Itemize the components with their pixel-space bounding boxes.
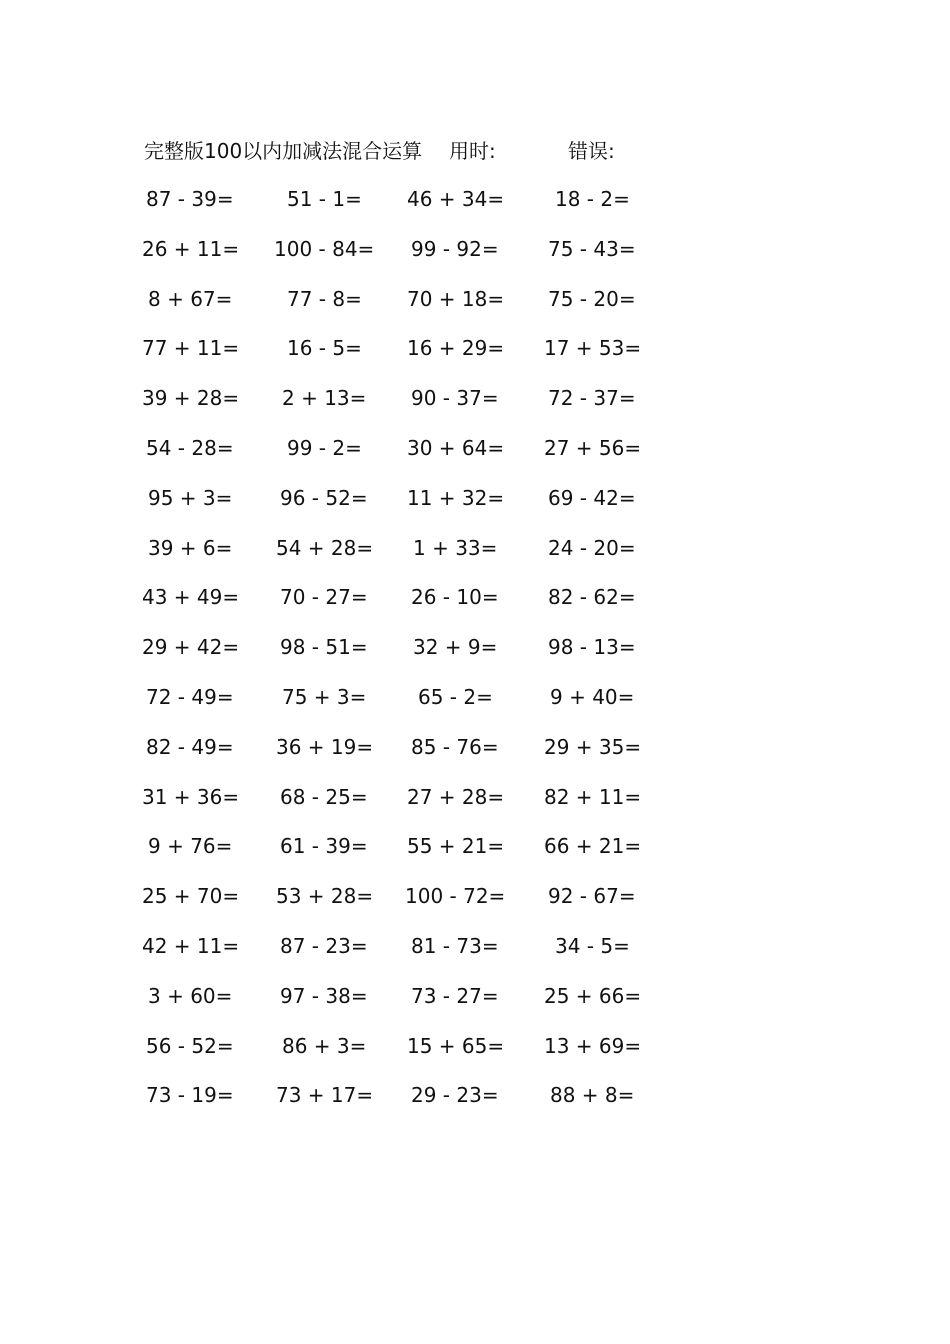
math-problem: 27 + 28= — [407, 784, 505, 809]
math-problem: 31 + 36= — [142, 784, 240, 809]
math-problem: 55 + 21= — [407, 834, 505, 859]
worksheet-title: 完整版100以内加减法混合运算 — [144, 139, 423, 163]
math-problem: 92 - 67= — [548, 884, 636, 909]
math-problem: 18 - 2= — [555, 187, 630, 211]
worksheet-header — [0, 136, 950, 166]
math-problem: 70 - 27= — [280, 585, 368, 610]
math-problem: 77 + 11= — [142, 336, 240, 361]
math-problem: 97 - 38= — [280, 983, 368, 1008]
problem-row — [0, 831, 950, 881]
math-problem: 66 + 21= — [544, 834, 642, 859]
problem-row — [0, 333, 950, 383]
math-problem: 99 - 2= — [287, 435, 362, 460]
problem-row — [0, 682, 950, 732]
math-problem: 72 - 49= — [146, 684, 234, 709]
math-problem: 77 - 8= — [287, 286, 362, 311]
math-problem: 61 - 39= — [280, 834, 368, 859]
math-problem: 82 - 49= — [146, 734, 234, 759]
problem-row — [0, 383, 950, 433]
math-problem: 30 + 64= — [407, 435, 505, 460]
math-problem: 100 - 84= — [274, 236, 375, 261]
problem-row — [0, 582, 950, 632]
problem-row — [0, 533, 950, 583]
time-used-label: 用时: — [449, 139, 496, 163]
math-problem: 54 + 28= — [276, 535, 374, 560]
math-problem: 81 - 73= — [411, 933, 499, 958]
math-problem: 8 + 67= — [148, 286, 233, 311]
math-problem: 54 - 28= — [146, 435, 234, 460]
problem-grid — [0, 184, 950, 1130]
math-problem: 9 + 40= — [550, 684, 635, 709]
math-problem: 43 + 49= — [142, 585, 240, 610]
math-problem: 1 + 33= — [413, 535, 498, 560]
math-problem: 96 - 52= — [280, 485, 368, 510]
problem-row — [0, 234, 950, 284]
problem-row — [0, 881, 950, 931]
math-problem: 42 + 11= — [142, 933, 240, 958]
math-problem: 32 + 9= — [413, 635, 498, 660]
math-problem: 73 - 19= — [146, 1083, 234, 1108]
math-problem: 16 + 29= — [407, 336, 505, 361]
math-problem: 39 + 28= — [142, 386, 240, 411]
math-problem: 26 - 10= — [411, 585, 499, 610]
math-problem: 26 + 11= — [142, 236, 240, 261]
math-problem: 16 - 5= — [287, 336, 362, 361]
problem-row — [0, 732, 950, 782]
problem-row — [0, 483, 950, 533]
problem-row — [0, 1031, 950, 1081]
math-problem: 2 + 13= — [282, 386, 367, 411]
math-problem: 17 + 53= — [544, 336, 642, 361]
math-problem: 56 - 52= — [146, 1033, 234, 1058]
math-problem: 99 - 92= — [411, 236, 499, 261]
math-problem: 24 - 20= — [548, 535, 636, 560]
problem-row — [0, 931, 950, 981]
math-problem: 82 + 11= — [544, 784, 642, 809]
problem-row — [0, 632, 950, 682]
math-problem: 11 + 32= — [407, 485, 505, 510]
math-problem: 100 - 72= — [405, 884, 506, 909]
math-problem: 13 + 69= — [544, 1033, 642, 1058]
math-problem: 53 + 28= — [276, 884, 374, 909]
math-problem: 88 + 8= — [550, 1083, 635, 1108]
math-problem: 25 + 70= — [142, 884, 240, 909]
math-problem: 75 - 43= — [548, 236, 636, 261]
math-problem: 27 + 56= — [544, 435, 642, 460]
math-problem: 70 + 18= — [407, 286, 505, 311]
math-problem: 90 - 37= — [411, 386, 499, 411]
problem-row — [0, 782, 950, 832]
math-problem: 29 + 35= — [544, 734, 642, 759]
math-problem: 25 + 66= — [544, 983, 642, 1008]
math-problem: 87 - 23= — [280, 933, 368, 958]
math-problem: 82 - 62= — [548, 585, 636, 610]
problem-row — [0, 1080, 950, 1130]
math-problem: 95 + 3= — [148, 485, 233, 510]
math-problem: 39 + 6= — [148, 535, 233, 560]
math-problem: 36 + 19= — [276, 734, 374, 759]
math-problem: 98 - 51= — [280, 635, 368, 660]
math-problem: 72 - 37= — [548, 386, 636, 411]
problem-row — [0, 433, 950, 483]
math-problem: 68 - 25= — [280, 784, 368, 809]
math-problem: 3 + 60= — [148, 983, 233, 1008]
math-problem: 73 - 27= — [411, 983, 499, 1008]
math-problem: 34 - 5= — [555, 933, 630, 958]
math-problem: 69 - 42= — [548, 485, 636, 510]
math-problem: 46 + 34= — [407, 187, 505, 211]
math-problem: 29 + 42= — [142, 635, 240, 660]
problem-row — [0, 981, 950, 1031]
math-problem: 65 - 2= — [418, 684, 493, 709]
math-problem: 85 - 76= — [411, 734, 499, 759]
math-problem: 15 + 65= — [407, 1033, 505, 1058]
math-problem: 86 + 3= — [282, 1033, 367, 1058]
math-problem: 51 - 1= — [287, 187, 362, 211]
problem-row — [0, 184, 950, 234]
math-problem: 73 + 17= — [276, 1083, 374, 1108]
math-problem: 29 - 23= — [411, 1083, 499, 1108]
math-problem: 75 - 20= — [548, 286, 636, 311]
math-problem: 75 + 3= — [282, 684, 367, 709]
math-problem: 9 + 76= — [148, 834, 233, 859]
errors-label: 错误: — [568, 139, 615, 163]
problem-row — [0, 284, 950, 334]
math-problem: 87 - 39= — [146, 187, 234, 211]
math-problem: 98 - 13= — [548, 635, 636, 660]
